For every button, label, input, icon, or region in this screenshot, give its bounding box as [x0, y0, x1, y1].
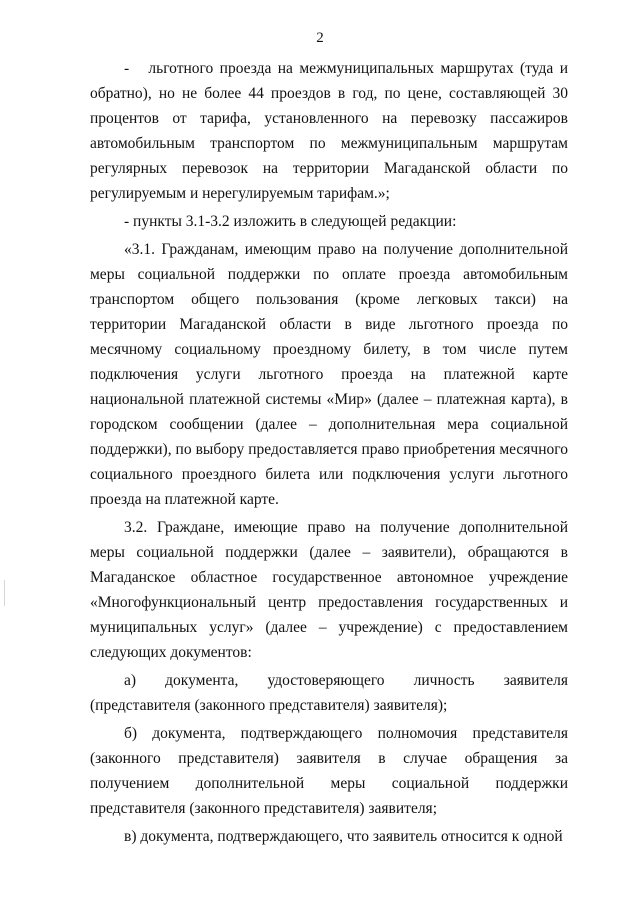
- scan-margin-mark: [4, 580, 5, 606]
- paragraph-amendment-intro: - пункты 3.1-3.2 изложить в следующей редакции:: [124, 213, 457, 230]
- paragraph-item-a: а) документа, удостоверяющего личность заявителя (представителя (законного представителя) заявителя);: [90, 672, 568, 714]
- paragraph-clause-3-1: «3.1. Гражданам, имеющим право на получение дополнительной меры социальной поддержки по оплате проезда автомобильным транспортом общего пользования (кроме легковых такси) на территории Магаданской области в виде льготного проезда по месячному социальному проездному билету, в том числе путем подключения услуги льготного проезда на платежной карте национальной платежной системы «Мир» (далее – платежная карта), в городском сообщении (далее – дополнительная мера социальной поддержки), по выбору предоставляется право приобретения месячного социального проездного билета или подключения услуги льготного проезда на платежной карте.: [90, 241, 568, 508]
- paragraph-clause-3-2: 3.2. Граждане, имеющие право на получение дополнительной меры социальной поддержки (далее – заявители), обращаются в Магаданское областное государственное автономное учреждение «Многофункциональный центр предоставления государственных и муниципальных услуг» (далее – учреждение) с предоставлением следующих документов:: [90, 519, 568, 661]
- document-body: [90, 56, 568, 852]
- paragraph-item-b: б) документа, подтверждающего полномочия представителя (законного представителя) заявителя в случае обращения за получением дополнительной меры социальной поддержки представителя (законного представителя) заявителя;: [90, 725, 568, 817]
- paragraph-preferential-travel-item: - льготного проезда на межмуниципальных маршрутах (туда и обратно), но не более 44 проездов в год, по цене, составляющей 30 процентов от тарифа, установленного на перевозку пассажиров автомобильным транспортом по межмуниципальным маршрутам регулярных перевозок на территории Магаданской области по регулируемым и нерегулируемым тарифам.»;: [90, 60, 568, 202]
- paragraph-item-v: в) документа, подтверждающего, что заявитель относится к одной: [124, 828, 563, 845]
- page-number: 2: [316, 30, 324, 46]
